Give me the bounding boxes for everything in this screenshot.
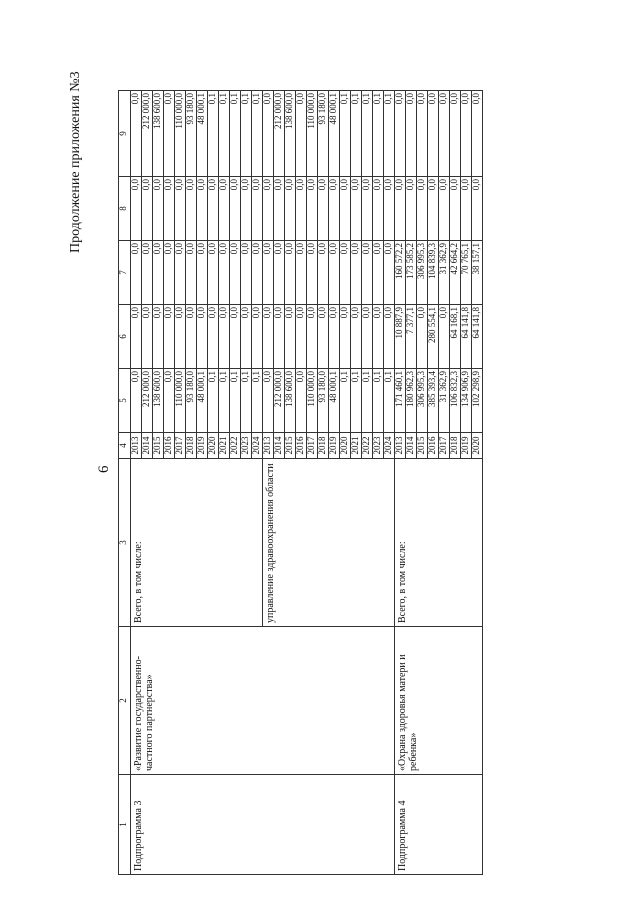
amount-cell: 0,0 [241,241,252,305]
amount-cell: 0,0 [296,241,307,305]
funding-source-label: Всего, в том числе: [395,459,483,627]
amount-cell: 0,1 [384,369,395,433]
amount-cell: 0,0 [417,305,428,369]
amount-cell: 0,0 [285,241,296,305]
year-cell: 2020 [340,433,351,459]
year-cell: 2017 [175,433,186,459]
amount-cell: 0,0 [351,305,362,369]
amount-cell: 0,0 [384,177,395,241]
amount-cell: 0,0 [274,177,285,241]
year-cell: 2021 [351,433,362,459]
amount-cell: 0,1 [362,369,373,433]
amount-cell: 0,0 [252,241,263,305]
amount-cell: 0,0 [362,241,373,305]
amount-cell: 0,1 [252,369,263,433]
funding-source-label: управление здравоохранения области [263,459,395,627]
year-cell: 2015 [153,433,164,459]
amount-cell: 0,0 [428,177,439,241]
amount-cell: 0,0 [164,177,175,241]
year-cell: 2019 [461,433,472,459]
amount-cell: 0,0 [208,177,219,241]
subprogram-number: Подпрограмма 4 [395,775,483,875]
year-cell: 2024 [384,433,395,459]
amount-cell: 0,1 [384,91,395,177]
amount-cell: 42 664,2 [450,241,461,305]
amount-cell: 0,0 [142,241,153,305]
amount-cell: 110 000,0 [175,91,186,177]
amount-cell: 104 839,3 [428,241,439,305]
amount-cell: 0,0 [296,369,307,433]
amount-cell: 0,0 [428,91,439,177]
amount-cell: 0,0 [329,177,340,241]
amount-cell: 0,0 [472,91,483,177]
amount-cell: 134 906,9 [461,369,472,433]
amount-cell: 0,0 [153,177,164,241]
amount-cell: 0,0 [153,241,164,305]
amount-cell: 0,0 [296,91,307,177]
amount-cell: 0,0 [285,177,296,241]
amount-cell: 0,0 [351,177,362,241]
amount-cell: 171 460,1 [395,369,406,433]
amount-cell: 0,0 [252,305,263,369]
amount-cell: 10 887,9 [395,305,406,369]
amount-cell: 0,0 [340,241,351,305]
column-number: 1 [119,775,131,875]
column-number: 7 [119,241,131,305]
amount-cell: 0,0 [131,369,142,433]
amount-cell: 0,0 [252,177,263,241]
amount-cell: 280 554,1 [428,305,439,369]
year-cell: 2016 [164,433,175,459]
amount-cell: 0,0 [351,241,362,305]
subprogram-number: Подпрограмма 3 [131,775,395,875]
year-cell: 2016 [428,433,439,459]
amount-cell: 0,0 [142,177,153,241]
amount-cell: 0,0 [219,241,230,305]
amount-cell: 385 393,4 [428,369,439,433]
year-cell: 2017 [307,433,318,459]
amount-cell: 0,0 [274,305,285,369]
amount-cell: 0,0 [186,305,197,369]
amount-cell: 0,0 [307,177,318,241]
amount-cell: 0,1 [219,91,230,177]
amount-cell: 0,0 [230,177,241,241]
amount-cell: 0,0 [340,177,351,241]
table-row [131,91,142,875]
year-cell: 2024 [252,433,263,459]
amount-cell: 0,0 [153,305,164,369]
year-cell: 2018 [450,433,461,459]
amount-cell: 0,0 [329,305,340,369]
year-cell: 2020 [472,433,483,459]
year-cell: 2023 [241,433,252,459]
amount-cell: 0,1 [241,369,252,433]
amount-cell: 0,0 [450,91,461,177]
amount-cell: 0,0 [373,177,384,241]
amount-cell: 0,0 [384,241,395,305]
amount-cell: 0,1 [340,369,351,433]
year-cell: 2022 [362,433,373,459]
budget-table [118,90,483,875]
amount-cell: 0,0 [175,177,186,241]
amount-cell: 93 180,0 [186,91,197,177]
amount-cell: 0,1 [252,91,263,177]
amount-cell: 0,0 [230,241,241,305]
amount-cell: 0,0 [241,177,252,241]
amount-cell: 110 000,0 [307,369,318,433]
amount-cell: 0,0 [274,241,285,305]
amount-cell: 212 000,0 [274,91,285,177]
amount-cell: 0,1 [373,91,384,177]
year-cell: 2023 [373,433,384,459]
amount-cell: 0,0 [395,177,406,241]
amount-cell: 64 141,8 [461,305,472,369]
amount-cell: 0,1 [362,91,373,177]
amount-cell: 138 600,0 [285,369,296,433]
year-cell: 2017 [439,433,450,459]
amount-cell: 0,0 [340,305,351,369]
amount-cell: 48 000,1 [197,369,208,433]
amount-cell: 0,0 [384,305,395,369]
amount-cell: 0,0 [263,241,274,305]
amount-cell: 110 000,0 [307,91,318,177]
year-cell: 2015 [285,433,296,459]
amount-cell: 0,0 [164,369,175,433]
amount-cell: 173 585,2 [406,241,417,305]
year-cell: 2013 [395,433,406,459]
amount-cell: 64 141,8 [472,305,483,369]
amount-cell: 0,1 [230,91,241,177]
amount-cell: 0,0 [131,91,142,177]
amount-cell: 48 000,1 [329,369,340,433]
amount-cell: 0,0 [318,241,329,305]
amount-cell: 0,0 [285,305,296,369]
amount-cell: 212 000,0 [142,369,153,433]
amount-cell: 0,0 [461,177,472,241]
amount-cell: 0,0 [219,177,230,241]
amount-cell: 70 765,1 [461,241,472,305]
amount-cell: 0,1 [208,91,219,177]
column-number: 5 [119,369,131,433]
amount-cell: 0,0 [131,177,142,241]
amount-cell: 0,0 [197,305,208,369]
amount-cell: 180 962,3 [406,369,417,433]
year-cell: 2013 [131,433,142,459]
amount-cell: 0,0 [263,369,274,433]
table-row [395,91,406,875]
year-cell: 2019 [329,433,340,459]
amount-cell: 0,0 [373,305,384,369]
year-cell: 2016 [296,433,307,459]
amount-cell: 0,0 [307,241,318,305]
page-number: 6 [96,465,112,473]
amount-cell: 160 572,2 [395,241,406,305]
amount-cell: 0,0 [186,241,197,305]
column-number: 8 [119,177,131,241]
column-number: 9 [119,91,131,177]
amount-cell: 0,0 [263,305,274,369]
amount-cell: 138 600,0 [285,91,296,177]
subprogram-name: «Охрана здоровья матери и ребенка» [395,627,483,775]
amount-cell: 0,0 [296,305,307,369]
year-cell: 2015 [417,433,428,459]
amount-cell: 0,1 [351,369,362,433]
amount-cell: 0,0 [208,305,219,369]
amount-cell: 0,0 [439,305,450,369]
amount-cell: 0,0 [175,241,186,305]
column-number: 3 [119,459,131,627]
amount-cell: 38 157,1 [472,241,483,305]
amount-cell: 0,0 [164,241,175,305]
amount-cell: 138 600,0 [153,369,164,433]
amount-cell: 31 362,9 [439,369,450,433]
amount-cell: 0,0 [450,177,461,241]
year-cell: 2020 [208,433,219,459]
amount-cell: 0,0 [197,241,208,305]
amount-cell: 0,1 [340,91,351,177]
amount-cell: 0,1 [241,91,252,177]
amount-cell: 0,0 [318,177,329,241]
amount-cell: 0,0 [439,177,450,241]
year-cell: 2022 [230,433,241,459]
amount-cell: 0,0 [417,177,428,241]
year-cell: 2021 [219,433,230,459]
amount-cell: 0,1 [230,369,241,433]
amount-cell: 0,0 [131,305,142,369]
amount-cell: 0,1 [351,91,362,177]
year-cell: 2019 [197,433,208,459]
amount-cell: 0,0 [175,305,186,369]
amount-cell: 102 298,9 [472,369,483,433]
amount-cell: 0,0 [197,177,208,241]
amount-cell: 110 000,0 [175,369,186,433]
funding-source-label: Всего, в том числе: [131,459,263,627]
amount-cell: 0,1 [219,369,230,433]
amount-cell: 0,0 [329,241,340,305]
amount-cell: 0,0 [362,305,373,369]
amount-cell: 0,0 [208,241,219,305]
amount-cell: 0,0 [164,305,175,369]
amount-cell: 7 377,1 [406,305,417,369]
amount-cell: 0,0 [318,305,329,369]
amount-cell: 0,0 [230,305,241,369]
amount-cell: 212 000,0 [142,91,153,177]
amount-cell: 0,0 [417,91,428,177]
amount-cell: 48 000,1 [329,91,340,177]
column-number: 4 [119,433,131,459]
amount-cell: 93 180,0 [186,369,197,433]
year-cell: 2018 [318,433,329,459]
year-cell: 2013 [263,433,274,459]
amount-cell: 0,1 [208,369,219,433]
header-title: Продолжение приложения №3 [68,71,83,253]
amount-cell: 31 362,9 [439,241,450,305]
year-cell: 2018 [186,433,197,459]
amount-cell: 0,0 [164,91,175,177]
column-number-row [119,91,131,875]
amount-cell: 93 180,0 [318,91,329,177]
amount-cell: 0,1 [373,369,384,433]
amount-cell: 138 600,0 [153,91,164,177]
amount-cell: 0,0 [296,177,307,241]
amount-cell: 306 995,3 [417,369,428,433]
amount-cell: 0,0 [219,305,230,369]
column-number: 6 [119,305,131,369]
amount-cell: 0,0 [461,91,472,177]
amount-cell: 0,0 [131,241,142,305]
amount-cell: 48 000,1 [197,91,208,177]
amount-cell: 93 180,0 [318,369,329,433]
amount-cell: 0,0 [395,91,406,177]
amount-cell: 64 168,1 [450,305,461,369]
amount-cell: 0,0 [186,177,197,241]
amount-cell: 306 995,3 [417,241,428,305]
year-cell: 2014 [142,433,153,459]
year-cell: 2014 [274,433,285,459]
year-cell: 2014 [406,433,417,459]
amount-cell: 0,0 [307,305,318,369]
amount-cell: 0,0 [263,91,274,177]
amount-cell: 0,0 [439,91,450,177]
amount-cell: 0,0 [472,177,483,241]
subprogram-name: «Развитие государственно-частного партнерства» [131,627,395,775]
amount-cell: 0,0 [373,241,384,305]
amount-cell: 0,0 [241,305,252,369]
column-number: 2 [119,627,131,775]
amount-cell: 212 000,0 [274,369,285,433]
amount-cell: 0,0 [263,177,274,241]
amount-cell: 0,0 [142,305,153,369]
amount-cell: 0,0 [406,177,417,241]
amount-cell: 0,0 [362,177,373,241]
amount-cell: 0,0 [406,91,417,177]
amount-cell: 106 832,3 [450,369,461,433]
